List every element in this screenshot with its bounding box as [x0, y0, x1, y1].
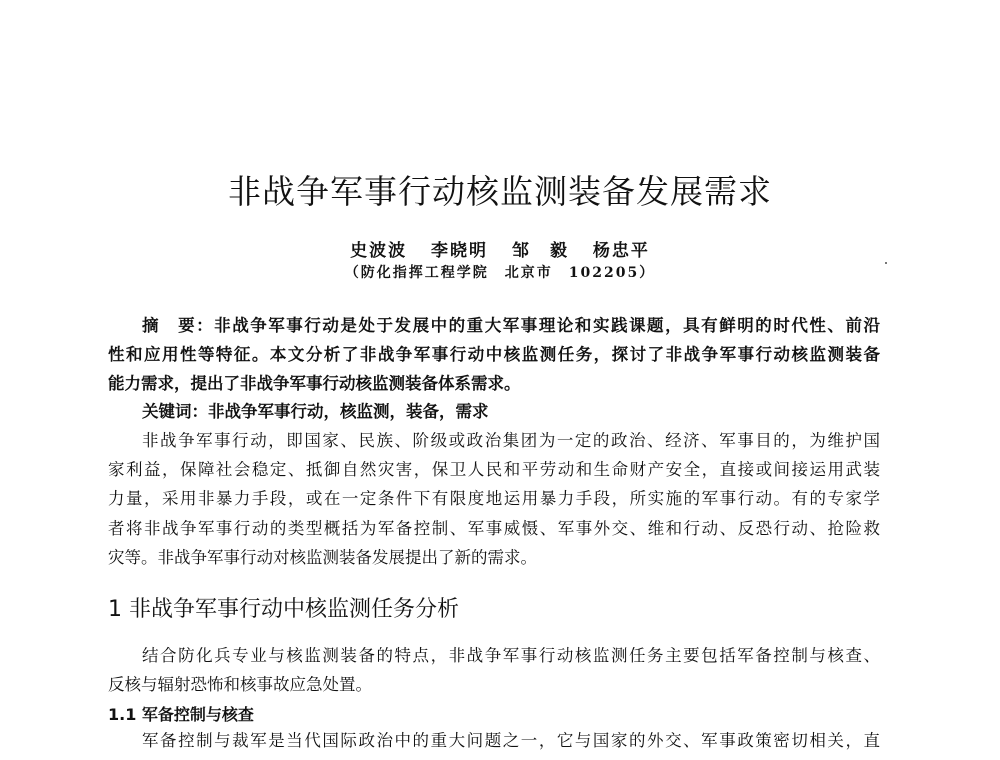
author: 杨忠平 [592, 241, 650, 261]
body-line: 力量，采用非暴力手段，或在一定条件下有限度地运用暴力手段，所实施的军事行动。有的专家学 [108, 489, 880, 508]
body-line: 者将非战争军事行动的类型概括为军备控制、军事威慑、军事外交、维和行动、反恐行动、抢险救 [108, 519, 880, 538]
author: 李晓明 [431, 241, 489, 261]
keywords-text: 非战争军事行动，核监测，装备，需求 [208, 402, 489, 421]
body-line: 反核与辐射恐怖和核事故应急处置。 [108, 675, 372, 694]
subsection-heading: 1.1 军备控制与核查 [108, 705, 254, 724]
scan-speck [885, 262, 887, 264]
section-heading: 1 非战争军事行动中核监测任务分析 [108, 597, 459, 622]
author: 史波波 [350, 241, 408, 261]
abstract-line: 能力需求，提出了非战争军事行动核监测装备体系需求。 [108, 374, 521, 393]
body-line: 非战争军事行动，即国家、民族、阶级或政治集团为一定的政治、经济、军事目的，为维护国 [142, 431, 880, 450]
abstract-line [142, 316, 880, 336]
authors [0, 236, 1000, 261]
abstract-text: 非战争军事行动是处于发展中的重大军事理论和实践课题，具有鲜明的时代性、前沿 [214, 316, 881, 335]
body-line: 结合防化兵专业与核监测装备的特点，非战争军事行动核监测任务主要包括军备控制与核查、 [142, 646, 880, 665]
affiliation: （防化指挥工程学院 北京市 102205） [344, 265, 656, 281]
paper-title: 非战争军事行动核监测装备发展需求 [228, 172, 772, 211]
keywords-line [142, 402, 880, 422]
body-line: 家利益，保障社会稳定、抵御自然灾害，保卫人民和平劳动和生命财产安全，直接或间接运用武装 [108, 460, 880, 479]
author: 邹 毅 [511, 241, 569, 261]
body-line: 灾等。非战争军事行动对核监测装备发展提出了新的需求。 [108, 548, 537, 567]
body-line: 军备控制与裁军是当代国际政治中的重大问题之一，它与国家的外交、军事政策密切相关，直 [142, 731, 880, 750]
abstract-line: 性和应用性等特征。本文分析了非战争军事行动中核监测任务，探讨了非战争军事行动核监测装备 [108, 345, 880, 364]
keywords-label: 关键词： [142, 402, 208, 421]
abstract-label: 摘 要： [142, 316, 215, 335]
